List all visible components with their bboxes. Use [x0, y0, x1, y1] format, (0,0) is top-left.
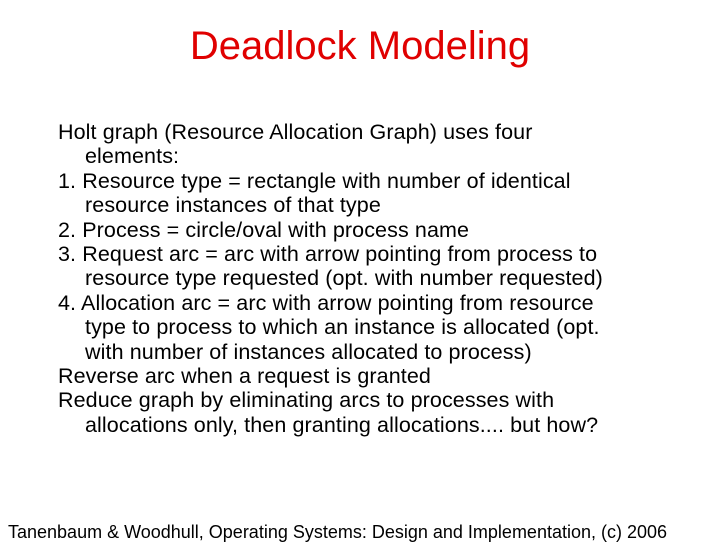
body-line: 4. Allocation arc = arc with arrow pointing from resource — [58, 290, 594, 315]
body-line: resource instances of that type — [85, 193, 381, 218]
body-item-reduce-graph — [58, 388, 678, 437]
body-item-request-arc — [58, 242, 678, 291]
slide-body — [58, 120, 678, 437]
body-line: 1. Resource type = rectangle with number of identical — [58, 168, 571, 193]
slide-footer: Tanenbaum & Woodhull, Operating Systems: Design and Implementation, (c) 2006 — [8, 522, 668, 542]
body-item-intro — [58, 120, 678, 169]
body-line: with number of instances allocated to process) — [85, 339, 532, 364]
body-line: type to process to which an instance is allocated (opt. — [85, 315, 600, 340]
body-line: 2. Process = circle/oval with process name — [58, 217, 470, 242]
body-line: resource type requested (opt. with number requested) — [85, 266, 603, 291]
body-line: allocations only, then granting allocations.... but how? — [85, 412, 599, 437]
body-item-resource-type — [58, 169, 678, 218]
body-line: 3. Request arc = arc with arrow pointing from process to — [58, 242, 598, 267]
body-item-process — [58, 218, 678, 242]
body-item-allocation-arc — [58, 291, 678, 364]
body-line: Reverse arc when a request is granted — [58, 364, 431, 389]
body-item-reverse-arc — [58, 364, 678, 388]
body-line: Reduce graph by eliminating arcs to processes with — [58, 388, 555, 413]
body-line: Holt graph (Resource Allocation Graph) uses four — [58, 120, 533, 144]
body-line: elements: — [85, 144, 180, 169]
slide-title: Deadlock Modeling — [189, 24, 531, 68]
